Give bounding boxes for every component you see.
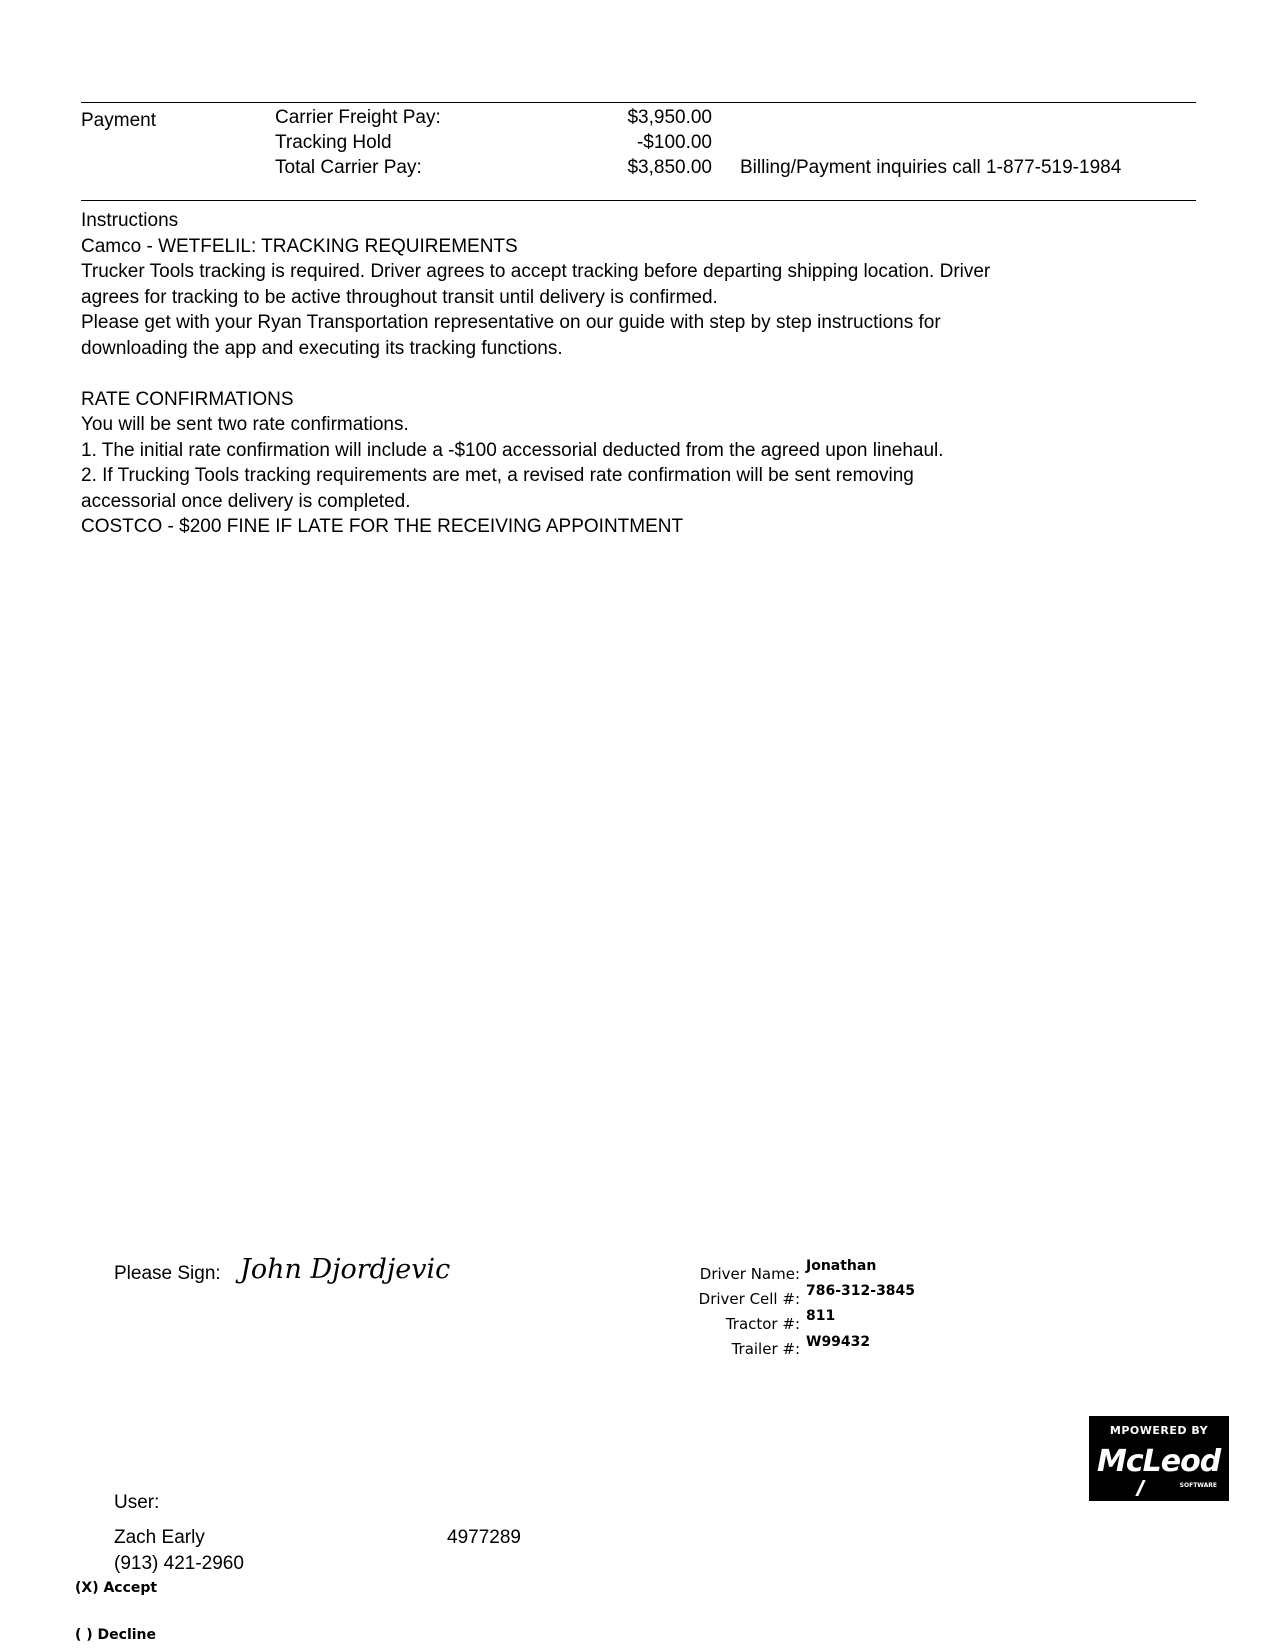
instruction-line: 2. If Trucking Tools tracking requirements are met, a revised rate confirmation will be sent removing (81, 465, 914, 486)
driver-name-value[interactable]: Jonathan (806, 1258, 877, 1274)
costco-fine-line: COSTCO - $200 FINE IF LATE FOR THE RECEIVING APPOINTMENT (81, 516, 684, 537)
logo-software: SOFTWARE (1179, 1482, 1217, 1489)
tractor-value[interactable]: 811 (806, 1308, 836, 1324)
instruction-line: Camco - WETFELIL: TRACKING REQUIREMENTS (81, 235, 518, 257)
instructions-heading: Instructions (81, 210, 179, 231)
instruction-line: accessorial once delivery is completed. (81, 490, 411, 512)
logo-slash-mark (1135, 1480, 1145, 1496)
decline-option[interactable]: ( ) Decline (75, 1627, 157, 1643)
user-id: 4977289 (447, 1527, 521, 1548)
accept-option[interactable]: (X) Accept (75, 1580, 158, 1596)
instruction-line: 1. The initial rate confirmation will include a -$100 accessorial deducted from the agreed upon linehaul. (81, 439, 944, 461)
instruction-line: agrees for tracking to be active throughout transit until delivery is confirmed. (81, 286, 718, 308)
instructions-block (81, 208, 990, 540)
user-name: Zach Early (114, 1527, 205, 1548)
instruction-line: Please get with your Ryan Transportation representative on our guide with step by step instructions for (81, 312, 941, 333)
payment-label: Payment (81, 110, 156, 131)
top-divider (81, 102, 1196, 103)
mcleod-logo (1089, 1416, 1229, 1501)
driver-cell-label: Driver Cell #: (698, 1290, 800, 1308)
total-carrier-pay-label: Total Carrier Pay: (275, 157, 422, 178)
carrier-freight-pay-label: Carrier Freight Pay: (275, 107, 441, 128)
logo-powered-by: MPOWERED BY (1109, 1424, 1209, 1437)
payment-divider (81, 200, 1196, 201)
logo-brand: McLeod (1097, 1444, 1221, 1479)
carrier-freight-pay-amount: $3,950.00 (627, 107, 712, 128)
tractor-label: Tractor #: (725, 1315, 800, 1333)
instruction-line: Trucker Tools tracking is required. Driver agrees to accept tracking before departing shipping location. Driver (81, 261, 991, 282)
rate-confirmations-heading: RATE CONFIRMATIONS (81, 388, 294, 410)
trailer-label: Trailer #: (731, 1340, 800, 1358)
instruction-line: You will be sent two rate confirmations. (81, 414, 409, 435)
user-label: User: (114, 1492, 160, 1513)
tracking-hold-amount: -$100.00 (636, 132, 712, 153)
driver-name-label: Driver Name: (699, 1265, 800, 1283)
tracking-hold-label: Tracking Hold (275, 132, 392, 153)
billing-inquiry-note: Billing/Payment inquiries call 1-877-519-1984 (740, 157, 1122, 178)
total-carrier-pay-amount: $3,850.00 (627, 157, 712, 178)
user-phone: (913) 421-2960 (114, 1553, 244, 1574)
signature-value[interactable]: John Djordjevic (240, 1254, 451, 1285)
please-sign-label: Please Sign: (114, 1263, 221, 1284)
driver-cell-value[interactable]: 786-312-3845 (806, 1283, 916, 1299)
trailer-value[interactable]: W99432 (806, 1334, 871, 1350)
instruction-blank-line (81, 361, 990, 387)
instruction-line: downloading the app and executing its tracking functions. (81, 337, 563, 359)
